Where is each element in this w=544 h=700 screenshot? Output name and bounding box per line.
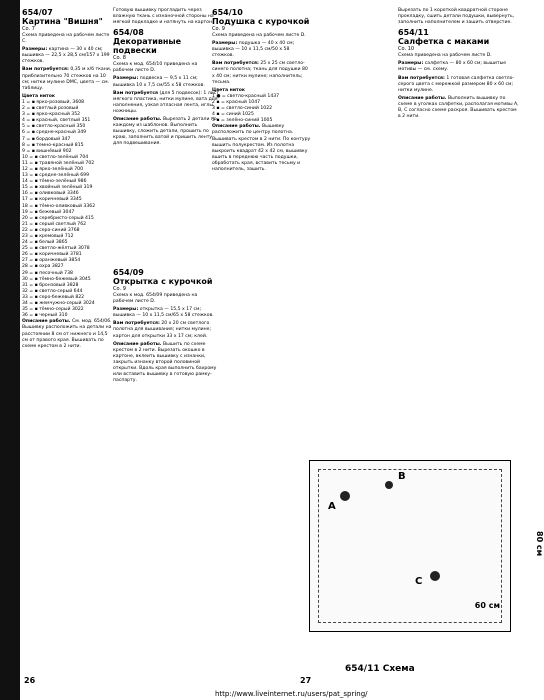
thread-color-item: 9 = ▪ вишнёвый 902 bbox=[22, 148, 72, 154]
source-url: http://www.liveinternet.ru/users/pat_spring/ bbox=[215, 690, 368, 698]
thread-color-item: 27 = ▪ оранжевый 3854 bbox=[22, 258, 81, 264]
thread-color-item: 1 = ▪ ярко-розовый, 3608 bbox=[22, 99, 85, 105]
thread-color-item: 18 = ▪ тёмно-оливковый 3362 bbox=[22, 203, 96, 209]
model-title: Декоративные подвески bbox=[113, 37, 182, 56]
binding-spine bbox=[0, 0, 20, 700]
size-text: открытка — 15,5 х 17 см; вышивка — 10 х 11,5 см/65 х 58 стежков. bbox=[113, 307, 214, 319]
work-text: См. мод. 654/06. Вышивку расположить на детали на расстоянии 8 см от нижнего и 14,5 см от правого края. Вышивать по схеме крестом в 2 нити. bbox=[22, 319, 112, 349]
need-text: 20 х 20 см светлого полотна для вышивания; нитки мулине; картон для открытки 33 х 17 см; клей. bbox=[113, 321, 212, 339]
thread-color-item: 3 = ▪ ярко-красный 352 bbox=[22, 112, 81, 118]
colors-label: Цвета ниток bbox=[212, 87, 245, 93]
size-paragraph bbox=[398, 61, 520, 73]
motif-label-b: B bbox=[398, 471, 406, 482]
model-number: 654/11 bbox=[398, 28, 429, 38]
thread-color-item: 4 = ▪ красный, светлый 351 bbox=[22, 118, 91, 124]
work-label: Описание работы. bbox=[113, 117, 162, 123]
intro-text: Схема приведена на рабочем листе D. bbox=[398, 53, 492, 59]
thread-color-item: 32 = ▪ светло-серый 644 bbox=[22, 288, 83, 294]
thread-color-list bbox=[212, 94, 312, 124]
need-label: Вам потребуется bbox=[113, 90, 159, 96]
thread-color-item: 31 = ▪ бронзовый 3828 bbox=[22, 282, 79, 288]
diagram-caption: 654/11 Схема bbox=[345, 664, 415, 674]
model-sub: Со. 8 bbox=[113, 55, 126, 62]
model-sub: Со. 7 bbox=[22, 26, 35, 32]
model-title: Салфетка с маками bbox=[398, 37, 490, 47]
thread-color-item: 25 = ▪ светло-жёлтый 3078 bbox=[22, 246, 90, 252]
size-paragraph bbox=[212, 41, 312, 59]
dimension-vertical: 80 см bbox=[535, 531, 544, 557]
work-paragraph bbox=[398, 96, 520, 120]
need-label: Вам потребуется: bbox=[113, 321, 160, 327]
thread-color-item: 16 = ▪ оливковый 3346 bbox=[22, 191, 79, 197]
thread-color-item: 11 = ▪ травяной зелёный 702 bbox=[22, 160, 95, 166]
model-title: Подушка с курочкой bbox=[212, 17, 310, 26]
colors-label: Цвета ниток bbox=[22, 93, 55, 99]
thread-color-item: 13 = ▪ средне-зелёный 699 bbox=[22, 173, 89, 179]
article-654-10 bbox=[212, 8, 312, 468]
thread-color-item: 2 ▪ = красный 1047 bbox=[212, 99, 261, 105]
thread-color-list bbox=[22, 100, 112, 319]
thread-color-item: 1 ● = светло-красный 1437 bbox=[212, 93, 280, 99]
model-number: 654/07 bbox=[22, 8, 53, 17]
thread-color-item: 5 ▪ = зелёно-синий 1005 bbox=[212, 118, 273, 124]
thread-color-item: 28 = ▪ охра 3827 bbox=[22, 264, 64, 270]
thread-color-item: 4 ▪ = синий 1025 bbox=[212, 112, 254, 118]
thread-color-item: 19 = ▪ бежевый 3047 bbox=[22, 209, 75, 215]
need-text: 0,35 м х/б ткани, приблизительно 70 стежков на 10 см; нитки мулине DMC, цвета — см. таблицу. bbox=[22, 67, 112, 91]
article-654-11 bbox=[398, 8, 520, 253]
model-number: 654/09 bbox=[113, 268, 144, 277]
work-text: Вышить по схеме крестом в 2 нити. Вырезать окошко в картоне, вклеить вышивку с изнанки, закрыть изнанку второй половиной открытки. Вдоль края выполнить бахрому или вставить вышивку в готовую рамку-паспарту. bbox=[113, 341, 217, 384]
work-label: Описание работы. bbox=[22, 319, 71, 325]
poppy-motif-b bbox=[385, 481, 393, 489]
need-text: 1 готовая салфетка светло-серого цвета с мережкой размером 80 х 60 см; нитки мулине. bbox=[398, 75, 515, 93]
work-text: Вышивку расположить по центру полотна. Вышивать крестом в 2 нити. По контуру вышить полукрестом. Из полотна выкроить квадрат 42 х 42 см, вышивку вшить в переднюю часть подушки, обработать края, вставить тесьму и наполнитель, зашить. bbox=[212, 124, 311, 172]
size-label: Размеры: bbox=[212, 41, 238, 47]
intro-text: Схема к мод. 654/09 приведена на рабочем листе D. bbox=[113, 293, 198, 305]
page-number-right: 27 bbox=[300, 676, 312, 685]
poppy-motif-a bbox=[340, 491, 350, 501]
work-label: Описание работы. bbox=[113, 341, 162, 347]
thread-color-item: 21 = ▪ серый светлый 762 bbox=[22, 221, 87, 227]
thread-color-item: 34 = ▪ жемчужно-серый 3024 bbox=[22, 301, 95, 307]
work-paragraph bbox=[22, 319, 112, 349]
need-text: 25 х 25 см светло-синего полотна; ткань для подушки 80 х 40 см; нитки мулине; наполнитель; тесьма. bbox=[212, 61, 308, 85]
dimension-horizontal: 60 см bbox=[474, 601, 500, 610]
thread-color-item: 33 = ▪ серо-бежевый 822 bbox=[22, 294, 85, 300]
work-paragraph bbox=[113, 342, 219, 385]
model-sub: Со. 9 bbox=[212, 26, 225, 32]
size-paragraph bbox=[22, 47, 112, 65]
size-label: Размеры: bbox=[22, 47, 48, 53]
intro-text: Схема к мод. 654/10 приведена на рабочем листе D. bbox=[113, 62, 198, 74]
poppy-motif-c bbox=[430, 571, 440, 581]
size-text: картина — 30 х 40 см; вышивка — 22,5 х 28,5 см/157 х 199 стежков. bbox=[22, 47, 110, 65]
model-sub: Со. 9 bbox=[113, 286, 126, 292]
thread-color-item: 35 = ▪ тёмно-серый 3022 bbox=[22, 307, 84, 313]
thread-color-item: 14 = ▪ тёмно-зелёный 986 bbox=[22, 179, 87, 185]
size-label: Размеры: bbox=[113, 76, 139, 82]
thread-color-item: 23 = ▪ кремовый 712 bbox=[22, 234, 74, 239]
model-sub: Со. 10 bbox=[398, 46, 415, 53]
thread-color-item: 5 = ▪ светло-красный 350 bbox=[22, 124, 86, 130]
thread-color-item: 6 = ▪ средне-красный 349 bbox=[22, 130, 87, 136]
intro-text: Схема приведена на рабочем листе D. bbox=[212, 33, 306, 38]
thread-color-item: 22 = ▪ серо-синий 3768 bbox=[22, 227, 80, 233]
motif-label-c: C bbox=[415, 576, 423, 587]
thread-color-item: 24 = ▪ белый 3865 bbox=[22, 240, 68, 246]
page-number-left: 26 bbox=[24, 676, 36, 685]
thread-color-item: 29 = ▪ песочный 738 bbox=[22, 270, 73, 276]
need-paragraph bbox=[398, 76, 520, 94]
size-text: подвеска — 9,5 х 11 см; вышивка 10 х 7,5 см/55 х 58 стежков. bbox=[113, 76, 205, 88]
work-paragraph bbox=[212, 124, 312, 173]
size-label: Размеры: bbox=[398, 61, 424, 67]
need-paragraph bbox=[113, 321, 219, 339]
model-title: Открытка с курочкой bbox=[113, 277, 213, 286]
article-654-09 bbox=[113, 268, 219, 668]
size-label: Размеры: bbox=[113, 307, 139, 313]
thread-color-item: 12 = ▪ ярко-зелёный 700 bbox=[22, 166, 83, 172]
need-paragraph bbox=[212, 61, 312, 85]
need-paragraph bbox=[22, 67, 112, 91]
article-654-07 bbox=[22, 8, 112, 658]
size-paragraph bbox=[113, 76, 219, 88]
size-paragraph bbox=[113, 307, 219, 319]
size-text: подушка — 40 х 40 см; вышивка — 10 х 11,5 см/50 х 58 стежков. bbox=[212, 41, 295, 59]
need-text: (для 5 подвесок): 1 лист мягкого пластика, нитки мулине, вата для наполнения, узкая атласная лента, иглы, ножницы. bbox=[113, 90, 219, 114]
work-label: Описание работы. bbox=[398, 95, 447, 101]
need-label: Вам потребуется: bbox=[22, 67, 69, 73]
model-number: 654/10 bbox=[212, 8, 243, 17]
model-number: 654/08 bbox=[113, 28, 144, 38]
thread-color-item: 10 = ▪ светло-зелёный 704 bbox=[22, 154, 89, 160]
thread-color-item: 2 = ▪ светлый розовый bbox=[22, 106, 79, 112]
thread-color-item: 36 = ▪ черный 310 bbox=[22, 313, 68, 319]
thread-color-item: 15 = ▪ хвойный зелёный 319 bbox=[22, 185, 93, 191]
model-title: Картина "Вишня" bbox=[22, 17, 103, 26]
need-label: Вам потребуется: bbox=[212, 61, 259, 67]
thread-color-item: 3 ▪ = светло-синий 1022 bbox=[212, 106, 273, 112]
napkin-layout-diagram bbox=[309, 460, 544, 632]
work-text: Вырезать 2 детали по каждому из шаблонов. Выполнить вышивку, сложить детали, прошить по краю, заполнить ватой и пришить ленту для подвешивания. bbox=[113, 117, 217, 147]
work-label: Описание работы. bbox=[212, 124, 261, 130]
work-paragraph bbox=[113, 117, 219, 147]
need-label: Вам потребуется: bbox=[398, 75, 445, 81]
need-paragraph bbox=[113, 91, 219, 115]
thread-color-item: 7 = ▪ бордовый 347 bbox=[22, 136, 71, 142]
size-text: салфетка — 80 х 60 см; вышитые мотивы — см. схему. bbox=[398, 61, 507, 73]
motif-label-a: A bbox=[328, 501, 336, 512]
intro-text: Схема приведена на рабочем листе С. bbox=[22, 33, 110, 45]
thread-color-item: 26 = ▪ коричневый 3781 bbox=[22, 252, 82, 258]
thread-color-item: 20 = ▪ серебристо-серый 415 bbox=[22, 215, 94, 221]
thread-color-item: 17 = ▪ коричневый 3345 bbox=[22, 197, 82, 203]
continuation-text: Готовую вышивку прогладить через влажную ткань с изнаночной стороны на мягкой подкладке и натянуть на картон. bbox=[113, 8, 214, 26]
work-text: Выполнить вышивку по схеме в уголках салфетки, располагая мотивы A, B, C согласно схеме раскроя. Вышивать крестом в 2 нити. bbox=[398, 95, 519, 120]
thread-color-item: 8 = ▪ темно-красный 815 bbox=[22, 142, 84, 148]
thread-color-item: 30 = ▪ тёмно-бежевый 3045 bbox=[22, 276, 91, 282]
continuation-text: Вырезать по 1 короткой квадратной стороне прокладку, сшить детали подушки, вывернуть, заполнить наполнителем и зашить отверстие. bbox=[398, 8, 515, 26]
